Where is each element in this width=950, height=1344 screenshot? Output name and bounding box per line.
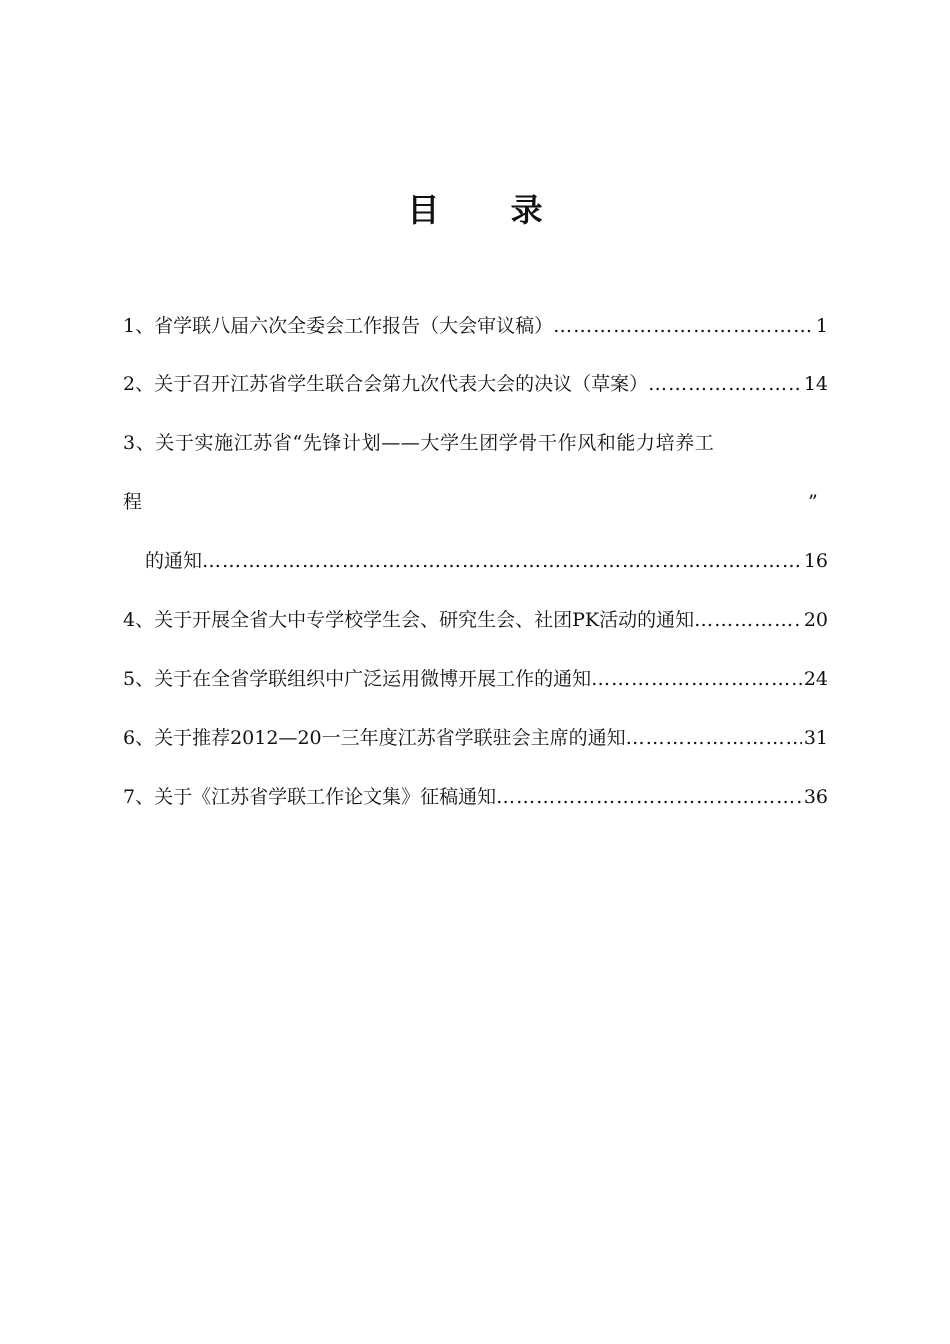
dot-leader <box>202 546 802 576</box>
dot-leader <box>694 605 802 635</box>
toc-entry-label: 2、关于召开江苏省学生联合会第九次代表大会的决议（草案） <box>123 373 649 395</box>
toc-entry-label: 4、关于开展全省大中专学校学生会、研究生会、社团PK活动的通知 <box>123 609 695 631</box>
dot-leader <box>591 664 802 694</box>
toc-page-number: 36 <box>803 786 828 808</box>
dot-leader <box>553 311 814 341</box>
toc-entry-5[interactable] <box>123 664 828 694</box>
toc-entry-label: 1、省学联八届六次全委会工作报告（大会审议稿） <box>123 315 554 337</box>
toc-entry-label: 6、关于推荐2012—20一三年度江苏省学联驻会主席的通知 <box>123 727 626 749</box>
toc-page-number: 24 <box>803 668 828 690</box>
toc-entry-2[interactable] <box>123 369 828 399</box>
toc-page-number: 16 <box>803 550 828 572</box>
toc-entry-6[interactable] <box>123 723 828 753</box>
toc-entry-label: 7、关于《江苏省学联工作论文集》征稿通知 <box>123 786 497 808</box>
toc-entry-3-line-1[interactable] <box>123 428 828 458</box>
toc-entry-label: 3、关于实施江苏省“先锋计划——大学生团学骨干作风和能力培养工 <box>123 432 715 454</box>
closing-quote: ” <box>808 491 818 513</box>
dot-leader <box>648 369 802 399</box>
toc-entry-4[interactable] <box>123 605 828 635</box>
toc-entry-label: 5、关于在全省学联组织中广泛运用微博开展工作的通知 <box>123 668 592 690</box>
toc-page-number: 14 <box>803 373 828 395</box>
page-title: 目 录 <box>407 191 573 229</box>
toc-entry-label: 程 <box>123 491 143 513</box>
toc-page-number: 31 <box>803 727 828 749</box>
toc-entry-3-line-3[interactable] <box>145 546 828 576</box>
toc-page-number: 1 <box>815 315 828 337</box>
toc-entry-1[interactable] <box>123 311 828 341</box>
dot-leader <box>626 723 802 753</box>
toc-page-number: 20 <box>803 609 828 631</box>
toc-entry-3-line-2[interactable] <box>123 487 828 517</box>
toc-entry-7[interactable] <box>123 782 828 812</box>
table-of-contents <box>123 0 828 1344</box>
toc-entry-label: 的通知 <box>145 550 203 572</box>
dot-leader <box>496 782 802 812</box>
